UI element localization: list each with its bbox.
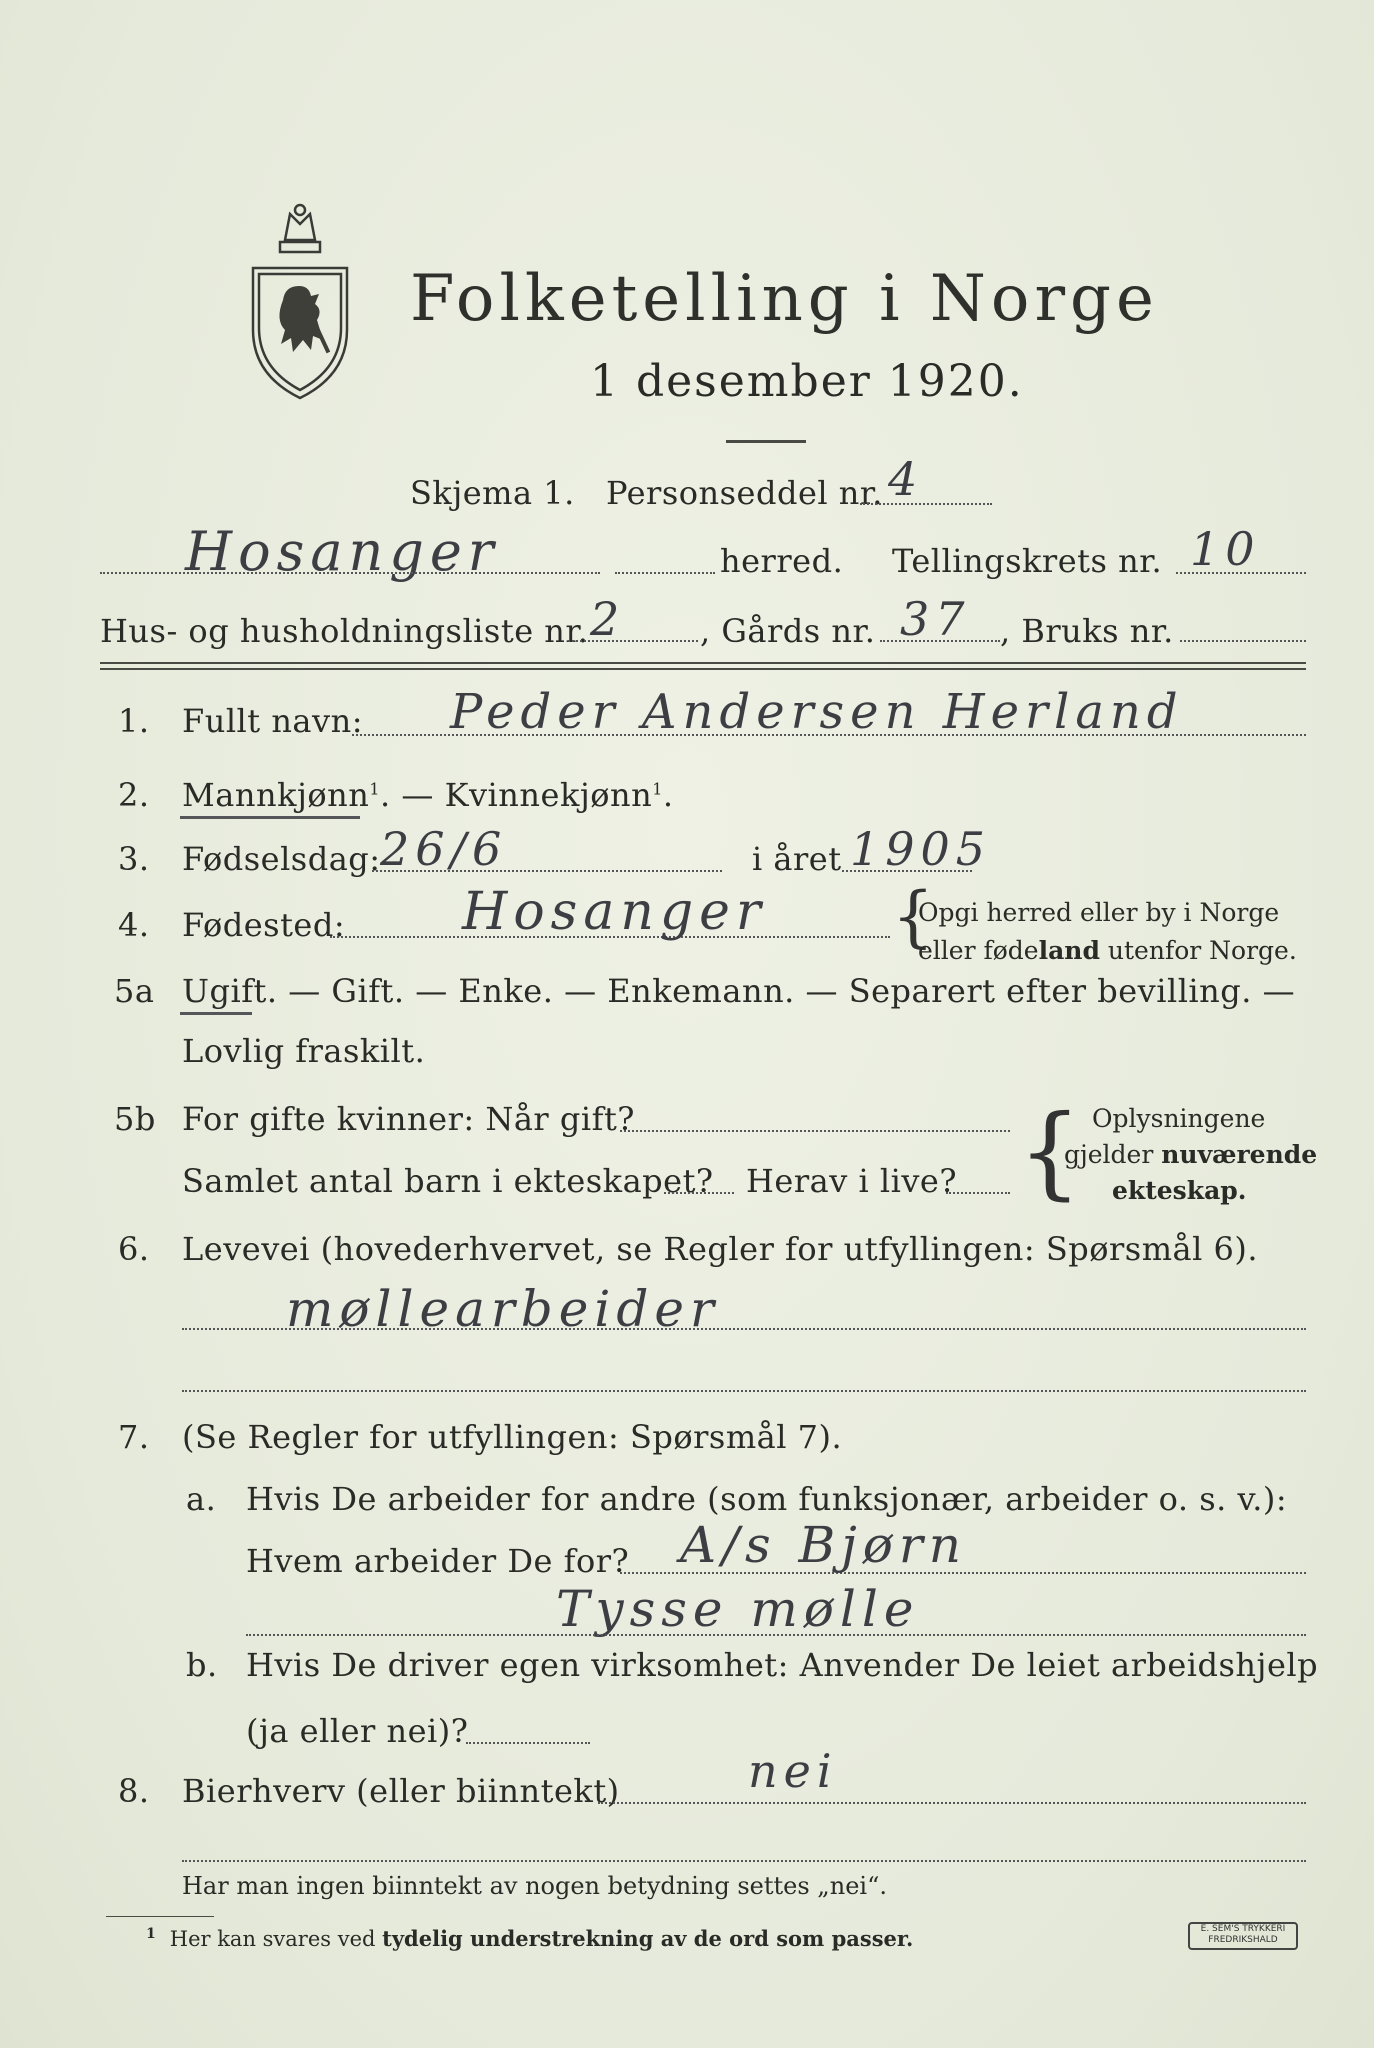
- herred-value: Hosanger: [185, 520, 500, 583]
- employer-field-2[interactable]: [246, 1634, 1306, 1636]
- footnote-number: 1: [146, 1926, 156, 1942]
- male-underline: [180, 816, 360, 819]
- children-alive-field[interactable]: [946, 1192, 1010, 1194]
- q8-label: Bierhverv (eller biinntekt): [182, 1772, 620, 1810]
- stamp-line-2: FREDRIKSHALD: [1208, 1935, 1278, 1945]
- marriage-note-3: ekteskap.: [1112, 1176, 1247, 1205]
- hus-field[interactable]: [568, 640, 698, 642]
- marriage-note-2: [1064, 1140, 1317, 1169]
- footnote-ref: 1: [652, 779, 663, 799]
- header-divider-2: [100, 668, 1306, 670]
- q7a-label: Hvis De arbeider for andre (som funksjonær, arbeider o. s. v.):: [246, 1480, 1288, 1518]
- herred-label: herred.: [720, 542, 844, 580]
- marriage-note-1: Oplysningene: [1092, 1104, 1266, 1133]
- q5a-number: 5a: [114, 972, 155, 1010]
- married-when-field[interactable]: [620, 1130, 1010, 1132]
- employer-value-2: Tysse mølle: [556, 1580, 920, 1638]
- full-name-value: Peder Andersen Herland: [450, 684, 1184, 740]
- gards-value: 37: [900, 592, 971, 646]
- q5b-label-2: Samlet antal barn i ekteskapet?: [182, 1162, 714, 1200]
- personseddel-value: 4: [888, 452, 924, 506]
- q7-number: 7.: [118, 1418, 150, 1456]
- ugift-option[interactable]: Ugift: [182, 972, 267, 1010]
- footnote: [146, 1926, 913, 1951]
- norwegian-lion-crest-icon: [245, 200, 355, 400]
- birthplace-note-2: [918, 936, 1297, 965]
- q7-label: (Se Regler for utfyllingen: Spørsmål 7).: [182, 1418, 843, 1456]
- gards-label: , Gårds nr.: [700, 612, 876, 650]
- hus-value: 2: [590, 592, 626, 646]
- q5b-number: 5b: [114, 1100, 156, 1138]
- q7a-sub: Hvem arbeider De for?: [246, 1542, 630, 1580]
- q1-number: 1.: [118, 702, 150, 740]
- q5b-label-1: For gifte kvinner: Når gift?: [182, 1100, 635, 1138]
- q7a-letter: a.: [186, 1480, 217, 1518]
- personseddel-field[interactable]: [860, 503, 992, 505]
- marital-rest[interactable]: . — Gift. — Enke. — Enkemann. — Separert efter bevilling. —: [266, 972, 1296, 1010]
- q3-label: Fødselsdag:: [182, 840, 381, 878]
- year-value: 1905: [850, 822, 992, 876]
- printer-stamp: [1188, 1922, 1298, 1950]
- tellingskrets-label: Tellingskrets nr.: [892, 542, 1163, 580]
- year-label: i året: [752, 840, 842, 878]
- marital-line2[interactable]: Lovlig fraskilt.: [182, 1032, 426, 1070]
- q8-number: 8.: [118, 1772, 150, 1810]
- q2-options: Mannkjønn$^1$. — Kvinnekjønn$^1$.: [182, 776, 674, 814]
- q4-number: 4.: [118, 906, 150, 944]
- note-text: eller føde: [918, 936, 1039, 965]
- occupation-field-1[interactable]: [182, 1328, 1306, 1330]
- note-brace: {: [1018, 1093, 1082, 1210]
- form-title: Folketelling i Norge: [410, 262, 1159, 336]
- census-date: 1 desember 1920.: [590, 356, 1024, 407]
- footnote-text: Her kan svares ved: [169, 1927, 383, 1951]
- children-count-field[interactable]: [664, 1192, 734, 1194]
- note-bold: land: [1038, 936, 1100, 965]
- occupation-field-2[interactable]: [182, 1390, 1306, 1392]
- header-divider-1: [100, 662, 1306, 664]
- q2-number: 2.: [118, 776, 150, 814]
- tellingskrets-value: 10: [1190, 522, 1261, 576]
- q6-label: Levevei (hovederhvervet, se Regler for utfyllingen: Spørsmål 6).: [182, 1230, 1259, 1268]
- note-text: utenfor Norge.: [1099, 936, 1297, 965]
- male-option[interactable]: Mannkjønn: [182, 776, 370, 814]
- note-text: gjelder: [1064, 1140, 1162, 1169]
- female-option[interactable]: Kvinnekjønn: [444, 776, 653, 814]
- q7b-label: Hvis De driver egen virksomhet: Anvender De leiet arbeidshjelp: [246, 1646, 1319, 1684]
- schema-label: Skjema 1.: [410, 474, 575, 512]
- q3-number: 3.: [118, 840, 150, 878]
- birthplace-value: Hosanger: [462, 882, 767, 942]
- option-separator: . —: [380, 776, 445, 814]
- stamp-line-1: E. SEM'S TRYKKERI: [1200, 1924, 1286, 1934]
- occupation-value: møllearbeider: [286, 1280, 720, 1338]
- note-brace: {: [892, 878, 934, 955]
- employer-value-1: A/s Bjørn: [680, 1516, 967, 1574]
- q7b-letter: b.: [186, 1646, 218, 1684]
- side-income-field-1[interactable]: [598, 1802, 1306, 1804]
- note-bold: nuværende: [1161, 1140, 1318, 1169]
- bruks-field[interactable]: [1180, 640, 1306, 642]
- herred-field-a[interactable]: [100, 572, 600, 574]
- side-income-field-2[interactable]: [182, 1860, 1306, 1862]
- herred-field-b[interactable]: [615, 572, 715, 574]
- hus-label: Hus- og husholdningsliste nr.: [100, 612, 589, 650]
- q4-label: Fødested:: [182, 906, 346, 944]
- footnote-divider: [106, 1916, 214, 1917]
- footnote-bold-text: tydelig understrekning av de ord som passer.: [382, 1926, 914, 1951]
- birthday-value: 26/6: [380, 822, 508, 876]
- q5b-label-3: Herav i live?: [746, 1162, 958, 1200]
- nei-instruction: Har man ingen biinntekt av nogen betydning settes „nei“.: [182, 1872, 887, 1900]
- ugift-underline: [180, 1012, 252, 1015]
- footnote-ref: 1: [369, 779, 381, 799]
- side-income-value: nei: [748, 1744, 838, 1798]
- title-divider: [726, 440, 806, 443]
- birthplace-note-1: Opgi herred eller by i Norge: [918, 898, 1280, 927]
- q7b-sub: (ja eller nei)?: [246, 1712, 469, 1750]
- bruks-label: , Bruks nr.: [1000, 612, 1174, 650]
- personseddel-label: Personseddel nr.: [606, 474, 883, 512]
- q6-number: 6.: [118, 1230, 150, 1268]
- q1-label: Fullt navn:: [182, 702, 363, 740]
- hired-help-field[interactable]: [466, 1742, 590, 1744]
- marital-options: [182, 972, 1295, 1010]
